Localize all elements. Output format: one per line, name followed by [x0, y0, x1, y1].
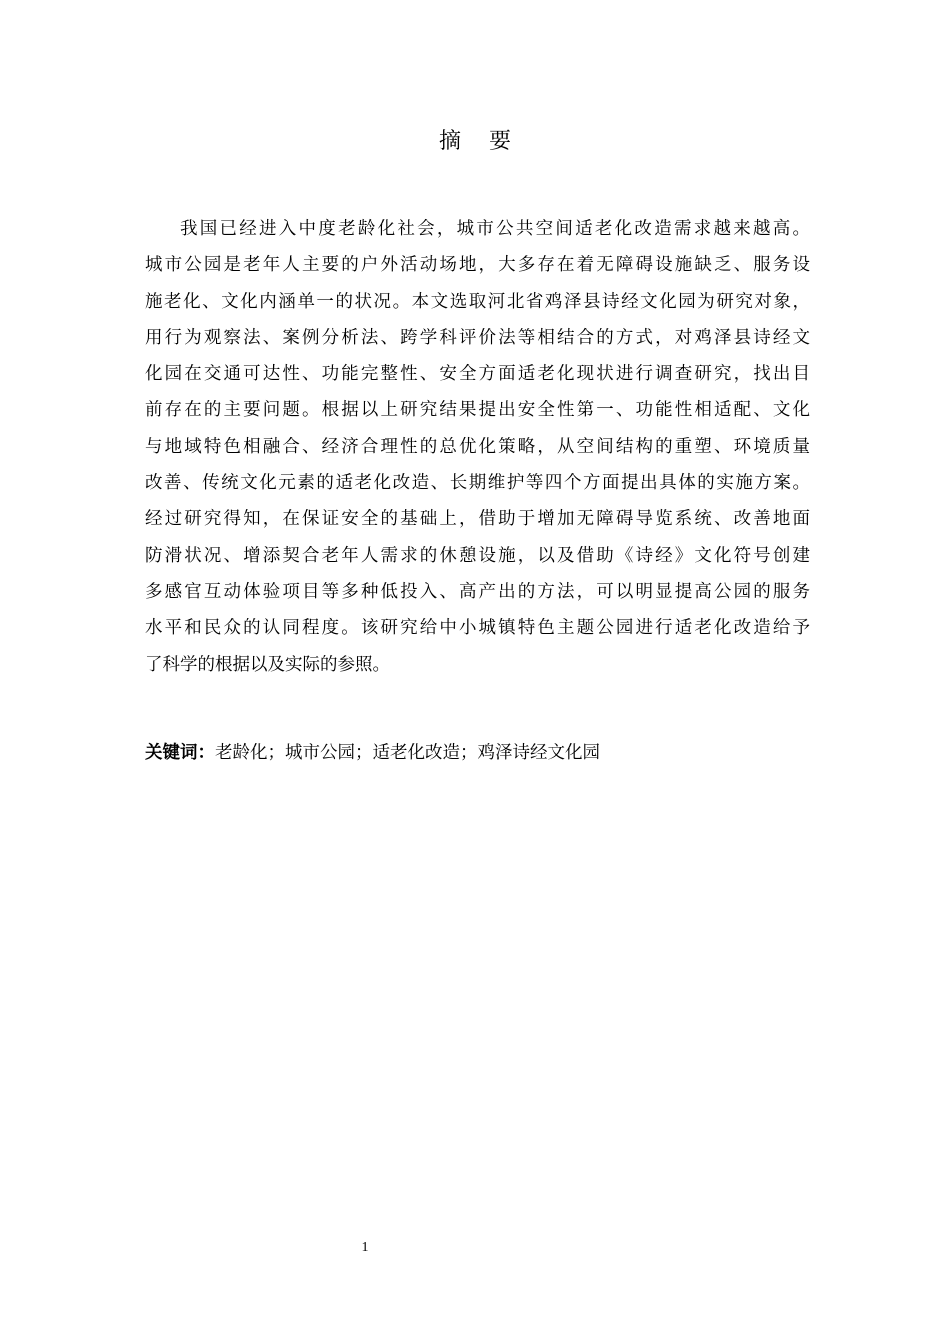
abstract-line: 了科学的根据以及实际的参照。 — [145, 654, 390, 675]
abstract-line: 与地域特色相融合、经济合理性的总优化策略，从空间结构的重塑、环境质量 — [145, 436, 810, 457]
abstract-title: 摘要 — [438, 129, 539, 154]
abstract-line: 改善、传统文化元素的适老化改造、长期维护等四个方面提出具体的实施方案。 — [145, 473, 810, 494]
keywords-line — [145, 739, 600, 767]
abstract-line: 化园在交通可达性、功能完整性、安全方面适老化现状进行调查研究，找出目 — [145, 364, 810, 385]
abstract-line: 施老化、文化内涵单一的状况。本文选取河北省鸡泽县诗经文化园为研究对象， — [145, 291, 810, 312]
abstract-line: 经过研究得知，在保证安全的基础上，借助于增加无障碍导览系统、改善地面 — [145, 509, 810, 530]
abstract-line: 多感官互动体验项目等多种低投入、高产出的方法，可以明显提高公园的服务 — [145, 581, 810, 602]
page-number: 1 — [361, 1240, 369, 1255]
abstract-line: 城市公园是老年人主要的户外活动场地，大多存在着无障碍设施缺乏、服务设 — [145, 255, 810, 276]
abstract-line: 用行为观察法、案例分析法、跨学科评价法等相结合的方式，对鸡泽县诗经文 — [145, 327, 810, 348]
abstract-line: 我国已经进入中度老龄化社会，城市公共空间适老化改造需求越来越高。 — [180, 219, 810, 239]
abstract-line: 防滑状况、增添契合老年人需求的休憩设施，以及借助《诗经》文化符号创建 — [145, 545, 810, 566]
abstract-line: 前存在的主要问题。根据以上研究结果提出安全性第一、功能性相适配、文化 — [145, 400, 810, 421]
abstract-line: 水平和民众的认同程度。该研究给中小城镇特色主题公园进行适老化改造给予 — [145, 618, 810, 639]
abstract-body — [145, 211, 810, 683]
keywords-value: 老龄化；城市公园；适老化改造；鸡泽诗经文化园 — [215, 743, 600, 763]
keywords-label: 关键词： — [145, 743, 215, 763]
